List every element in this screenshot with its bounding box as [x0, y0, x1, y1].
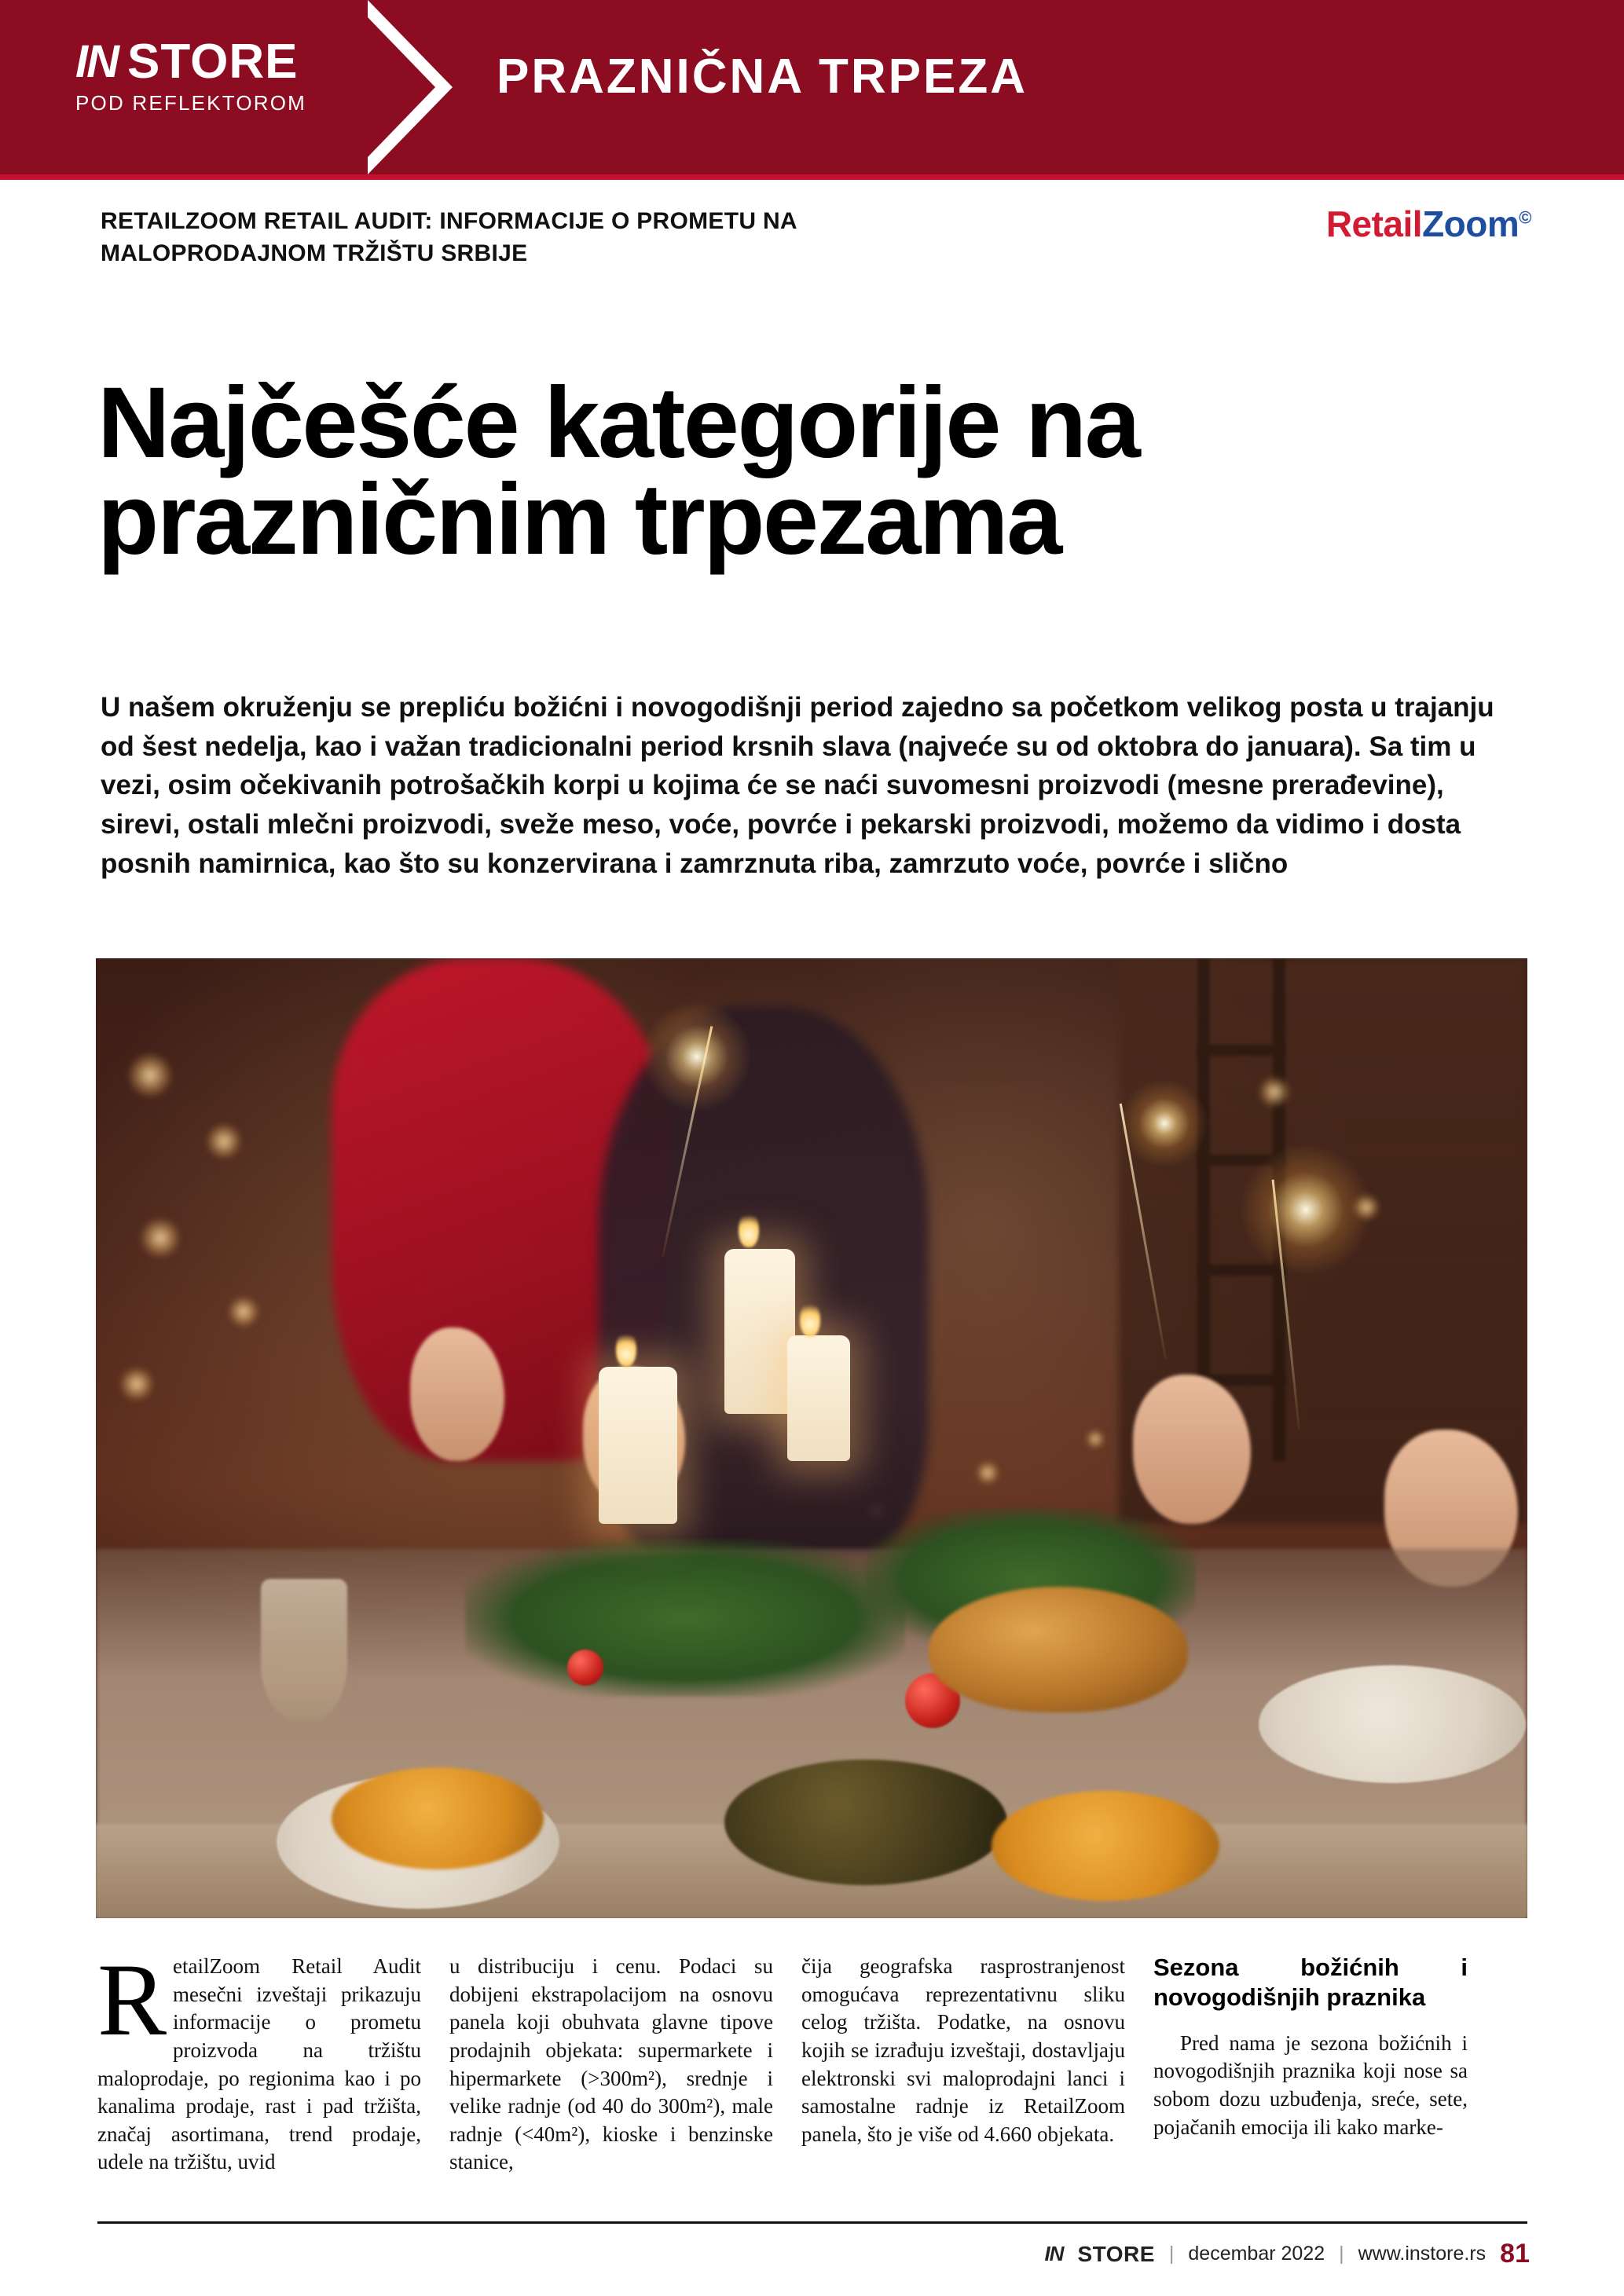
- logo-in-mark: IN: [75, 36, 118, 87]
- banner-divider: [0, 174, 1624, 180]
- brand-part-retail: Retail: [1325, 203, 1423, 244]
- sidebar-text: Pred nama je sezona božićnih i novogodišnjih praznika koji nose sa sobom dozu uzbuđenja, sreće, sete, pojačanih emocija ili kako marke-: [1153, 2031, 1468, 2139]
- footer-separator-2: |: [1339, 2243, 1344, 2265]
- photo-roast: [929, 1587, 1188, 1712]
- drop-cap: R: [97, 1942, 167, 2057]
- top-banner: [0, 0, 1624, 174]
- footer-date: decembar 2022: [1188, 2243, 1325, 2265]
- sparkler-1: [638, 998, 756, 1115]
- retailzoom-brand: [1326, 203, 1531, 245]
- article-body: [97, 1942, 1527, 2177]
- photo-wine-glass: [261, 1579, 347, 1720]
- photo-olives: [724, 1760, 1007, 1885]
- article-kicker: RETAILZOOM RETAIL AUDIT: INFORMACIJE O PROMETU NA MALOPRODAJNOM TRŽIŠTU SRBIJE: [101, 208, 797, 266]
- photo-flame-front: [616, 1331, 636, 1367]
- article-lead: U našem okruženju se prepliću božićni i novogodišnji period zajedno sa početkom velikog posta u trajanju od šest nedelja, kao i važan tradicionalni period krsnih slava (najveće su od oktobra do januara). Sa tim u vezi, osim očekivanih potrošačkih korpi u kojima će se naći suvomesni proizvodi (mesne prerađevine), sirevi, ostali mlečni proizvodi, sveže meso, voće, povrće i pekarski proizvodi, možemo da vidimo i dosta posnih namirnica, kao što su konzervirana i zamrznuta riba, zamrzuto voće, povrće i slično: [101, 692, 1494, 879]
- body-column-1: [97, 1942, 421, 2177]
- footer-logo-in: IN: [1044, 2242, 1064, 2265]
- footer-website[interactable]: www.instore.rs: [1358, 2243, 1487, 2265]
- photo-ornament-2: [567, 1650, 603, 1686]
- photo-greenery-center: [465, 1540, 905, 1697]
- sparkler-3: [1235, 1139, 1377, 1280]
- headline-line-1: Najčešće kategorije na: [97, 366, 1139, 479]
- photo-plate-right: [1259, 1665, 1526, 1783]
- chevron-right-inner-icon: [368, 17, 435, 157]
- photo-food-right: [992, 1791, 1219, 1901]
- logo-tagline: POD REFLEKTOROM: [75, 91, 307, 115]
- body-text-3: čija geografska rasprostranjenost omogućava reprezentativnu sliku celog tržišta. Podatke, na osnovu kojih se izrađuju izveštaji, dostavljaju elektronski svi maloprodajni lanci i samostalne radnje iz RetailZoom panela, što je više od 4.660 objekata.: [801, 1954, 1125, 2146]
- page-title: [97, 366, 1543, 576]
- copyright-mark: ©: [1519, 207, 1531, 228]
- photo-candle-mid: [787, 1335, 850, 1461]
- photo-food-left: [332, 1767, 544, 1869]
- page-footer: [0, 2221, 1624, 2296]
- masthead-logo: [75, 35, 307, 115]
- sparkler-2: [1117, 1076, 1212, 1170]
- brand-part-zoom: Zoom: [1422, 203, 1520, 244]
- photo-flame-tall: [739, 1211, 759, 1247]
- footer-divider: [97, 2221, 1527, 2224]
- sidebar-title: Sezona božićnih i novogodišnjih praznika: [1153, 1954, 1468, 2011]
- logo-store-text: STORE: [127, 35, 299, 89]
- body-text-2: u distribuciju i cenu. Podaci su dobijeni ekstrapolacijom na osnovu panela koji obuhvata glavne tipove prodajnih objekata: supermarkete i hipermarkete (>300m²), srednje i velike radnje (od 40 do 300m²), male radnje (<40m²), kioske i benzinske stanice,: [449, 1954, 773, 2174]
- photo-flame-mid: [800, 1301, 820, 1337]
- body-text-1: etailZoom Retail Audit mesečni izveštaji prikazuju informacije o prometu proizvoda na tržištu maloprodaje, po regionima kao i po kanalima prodaje, rast i pad tržišta, značaj asortimana, trend prodaje, udele na tržištu, uvid: [97, 1954, 421, 2174]
- footer-logo-store: STORE: [1077, 2241, 1155, 2266]
- article-photo: [96, 958, 1527, 1918]
- section-title: PRAZNIČNA TRPEZA: [497, 49, 1028, 104]
- photo-candle-front: [599, 1367, 677, 1524]
- page-number: 81: [1500, 2239, 1530, 2269]
- body-column-3: [801, 1953, 1125, 2177]
- photo-candle-tall: [724, 1249, 795, 1414]
- body-column-2: [449, 1953, 773, 2177]
- footer-separator-1: |: [1168, 2243, 1175, 2265]
- sidebar-box: [1153, 1953, 1468, 2177]
- headline-line-2: prazničnim trpezama: [97, 463, 1061, 576]
